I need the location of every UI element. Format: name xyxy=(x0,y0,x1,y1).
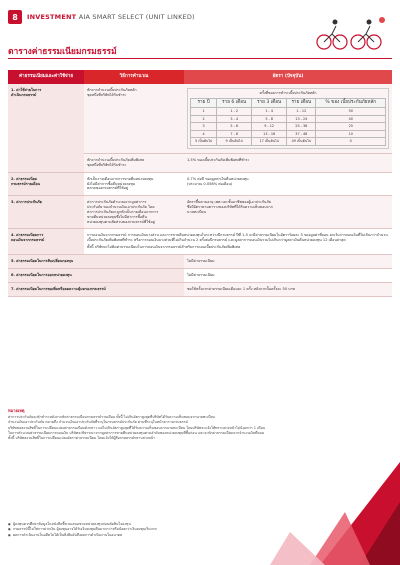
table-row xyxy=(8,268,392,282)
notes-title: หมายเหตุ xyxy=(8,408,25,413)
header-rate: อัตรา (ปัจจุบัน) xyxy=(184,70,392,84)
fee-method xyxy=(84,229,392,255)
notes-section xyxy=(8,408,392,441)
header-label xyxy=(27,13,195,21)
sub-header: % ของ เบี้ยประกันภัยหลัก xyxy=(316,98,386,107)
note-item: จำนวนเงินเอาประกันภัย หมายถึง จำนวนเงินเอาประกันภัยที่ระบุในกรมธรรม์ประกันภัย ตามที่ระบุในหน้าตารางกรมธรรม์ xyxy=(8,420,188,425)
withdrawal-fee-text: การถอนเงินจากกรมธรรม์ การถอนเงินบางส่วน และการขายคืนหน่วยลงทุนในระหว่างปีกรมธรรม์ ปีที่ 1-5 จะมีค่าธรรมเนียมในอัตราร้อยละ 5 ของมูลค่าที่ถอน ยกเว้นการถอนเงินที่ไม่เกินกว่าจำนวนเบี้ยประกันภัยเพิ่มพิเศษที่ชำระ หรือการถอนเงินบางส่วนที่ไม่เกินจำนวน 2 ครั้งต่อปีกรมธรรม์ และมูลค่าการถอนเงินรวมไม่เกินกว่ามูลค่าเงินคืนหน่วยลงทุน 12 เดือนล่าสุด xyxy=(87,233,388,243)
sub-cell: 9 เป็นต้นไป xyxy=(217,138,252,146)
withdrawal-fee-note: ทั้งนี้ บริษัทจะไม่คิดค่าธรรมเนียมในการถอนเงินจากกรมธรรม์สำหรับการถอนเบี้ยประกันภัยเพิ่มพิเศษ xyxy=(87,245,241,250)
sub-cell: 0 xyxy=(316,138,386,146)
sub-cell: 1 - 2 xyxy=(217,108,252,116)
fee-rate: ไม่มีค่าธรรมเนียม xyxy=(184,254,392,268)
fee-table xyxy=(8,70,392,297)
fee-name: 5. ค่าธรรมเนียมในการสับเปลี่ยนกองทุน xyxy=(8,254,184,268)
table-row xyxy=(8,254,392,268)
premium-schedule-table xyxy=(190,98,386,146)
table-row xyxy=(8,196,392,229)
product-name: AIA SMART SELECT (UNIT LINKED) xyxy=(78,13,195,21)
premium-schedule xyxy=(187,88,389,149)
fee-rate: 1.5% ของเบี้ยประกันภัยเพิ่มพิเศษที่ชำระ xyxy=(184,154,392,173)
table-row xyxy=(8,282,392,296)
header-fee-type: ค่าธรรมเนียมและค่าใช้จ่าย xyxy=(8,70,84,84)
sub-cell: 5 - 6 xyxy=(217,123,252,131)
fee-rate: 0.7% ต่อปี ของมูลค่าเงินคืนหน่วยลงทุน (ประมาณ 0.058% ต่อเดือน) xyxy=(184,172,392,196)
table-row xyxy=(8,172,392,196)
fee-rate: ชดใช้ครั้งแรกค่าธรรมเนียมเดือนละ 1 ครั้ง หลังจากนั้นครั้งละ 50 บาท xyxy=(184,282,392,296)
premium-schedule-title: ครั้งที่ของการชำระเบี้ยประกันภัยหลัก xyxy=(259,91,317,95)
sub-cell: 10 xyxy=(316,130,386,138)
sub-cell: 5 เป็นต้นไป xyxy=(191,138,217,146)
table-row xyxy=(8,229,392,255)
sub-cell: 25 - 36 xyxy=(287,123,316,131)
sub-cell: 3 xyxy=(191,123,217,131)
page-title: ตารางค่าธรรมเนียมกรมธรรม์ xyxy=(8,47,117,57)
page-header xyxy=(8,10,195,24)
note-item: บริษัทขอสงวนสิทธิ์ในการเปลี่ยนแปลงค่าธรรมเนียมดังกล่าว แต่ไม่เกินอัตราสูงสุดที่ได้รับความเห็นชอบจากนายทะเบียน โดยบริษัทจะแจ้งให้ทราบล่วงหน้าไม่น้อยกว่า 1 เดือน xyxy=(8,425,266,430)
sub-cell: 2 xyxy=(191,115,217,123)
table-row xyxy=(8,84,392,154)
sub-cell: 1 xyxy=(191,108,217,116)
sub-header: ราย ปี xyxy=(191,98,217,107)
sub-cell: 37 - 48 xyxy=(287,130,316,138)
fee-name: 4. ค่าธรรมเนียมการ ถอนเงินจากกรมธรรม์ xyxy=(8,229,84,255)
disclaimer-item: ● กรมธรรม์นี้ไม่ใช่การฝากเงิน ผู้ลงทุนอาจได้รับเงินลงทุนคืนมากกว่าหรือน้อยกว่าเงินลงทุนเริ่มแรก xyxy=(8,527,238,532)
sub-cell: 4 xyxy=(191,130,217,138)
header-method: วิธีการคำนวณ xyxy=(84,70,184,84)
fee-method: หักจากจำนวนเบี้ยประกันภัยหลัก ชุดหนึ่งที่บริษัทได้รับชำระ xyxy=(84,84,184,154)
disclaimer-item: ● ผู้ลงทุนควรศึกษาข้อมูลในหนังสือชี้ชวนเสนอขายหน่วยลงทุนก่อนตัดสินใจลงทุน xyxy=(8,522,238,527)
title-divider xyxy=(8,58,392,59)
disclaimer-list xyxy=(8,522,238,538)
fee-name: 1. ค่าใช้จ่ายในการ ดำเนินกรมธรรม์ xyxy=(8,84,84,172)
note-item: ทั้งนี้ บริษัทสงวนสิทธิ์ในการเปลี่ยนแปลงอัตราค่าธรรมเนียม โดยแจ้งให้ผู้ถือกรมธรรม์ทราบล่วงหน้า xyxy=(8,436,156,440)
sub-cell: 50 xyxy=(316,108,386,116)
sub-header: ราย 3 เดือน xyxy=(252,98,287,107)
fee-table-header xyxy=(8,70,392,84)
decorative-shapes xyxy=(250,452,400,565)
sub-cell: 5 - 8 xyxy=(252,115,287,123)
fee-name: 7. ค่าธรรมเนียมในการขอเพิ่มหรือลดความคุ้มครองกรมธรรม์ xyxy=(8,282,184,296)
fee-rate: อัตราขึ้นตามอายุ เพศ และชั้นอาชีพของผู้เอาประกันภัย ซึ่งมีอัตราตามตารางของบริษัทที่ได้รับความเห็นชอบจาก นายทะเบียน xyxy=(184,196,392,229)
sub-cell: 40 xyxy=(316,115,386,123)
sub-cell: 9 - 12 xyxy=(252,123,287,131)
fee-name: 2. ค่าธรรมเนียม กรมธรรม์รายเดือน xyxy=(8,172,84,196)
section-label: INVESTMENT xyxy=(27,13,77,21)
fee-name: 6. ค่าธรรมเนียมในการออกหน่วยลงทุน xyxy=(8,268,184,282)
fee-method: หักจากจำนวนเบี้ยประกันภัยเพิ่มพิเศษ ชุดหนึ่งที่บริษัทได้รับชำระ xyxy=(84,154,184,173)
note-item: ค่าการประกันภัยจะหักชำระหลังจากหักค่าธรรมเนียมกรมธรรม์รายเดือน ทั้งนี้ ไม่เกินอัตราสูงสุดที่บริษัทได้รับความเห็นชอบจากนายทะเบียน xyxy=(8,415,215,419)
sub-cell: 13 - 24 xyxy=(287,115,316,123)
note-item: ในการคำนวณค่าธรรมเนียมการถอนเงิน บริษัทจะพิจารณาจากมูลค่าการขายคืนหน่วยลงทุนตามลำดับของหน่วยลงทุนที่ซื้อก่อน และจะหักค่าธรรมเนียมจากจำนวนเงินที่ถอน xyxy=(8,430,265,435)
fee-method: ค่าการประกันภัยคำนวณจากมูลค่าการ ประกันภัย ของจำนวนเงินเอาประกันภัย โดย ค่าการประกันภัยจะถูกหักเป็นรายเดือนจากการ ขายคืนหน่วยลงทุนซึ่งไม่มีค่าการซื้อคืน หน่วยลงทุนตามสัดส่วนของกรมธรรม์ที่ใช้อยู่ xyxy=(84,196,184,229)
page-number: 8 xyxy=(8,10,22,24)
sub-cell: 3 - 4 xyxy=(217,115,252,123)
sub-header: ราย 6 เดือน xyxy=(217,98,252,107)
disclaimer-item: ● ผลการดำเนินงานในอดีตไม่ได้เป็นสิ่งยืนยันถึงผลการดำเนินงานในอนาคต xyxy=(8,533,238,538)
sub-cell: 1 - 12 xyxy=(287,108,316,116)
fee-method: หักเป็นรายเดือนจากการขายคืนหน่วยลงทุน ยังไม่มีค่าการซื้อคืนหน่วยลงทุน ตลาดของกรมธรรม์ที่ใช้อยู่ xyxy=(84,172,184,196)
sub-cell: 49 เป็นต้นไป xyxy=(287,138,316,146)
fee-rate: ไม่มีค่าธรรมเนียม xyxy=(184,268,392,282)
sub-cell: 7 - 8 xyxy=(217,130,252,138)
fee-name: 3. ค่าการประกันภัย xyxy=(8,196,84,229)
sub-cell: 1 - 4 xyxy=(252,108,287,116)
fee-rate xyxy=(184,84,392,154)
sub-cell: 13 - 16 xyxy=(252,130,287,138)
sub-header: ราย เดือน xyxy=(287,98,316,107)
sub-cell: 25 xyxy=(316,123,386,131)
sub-cell: 17 เป็นต้นไป xyxy=(252,138,287,146)
cyclists-illustration xyxy=(310,12,392,52)
